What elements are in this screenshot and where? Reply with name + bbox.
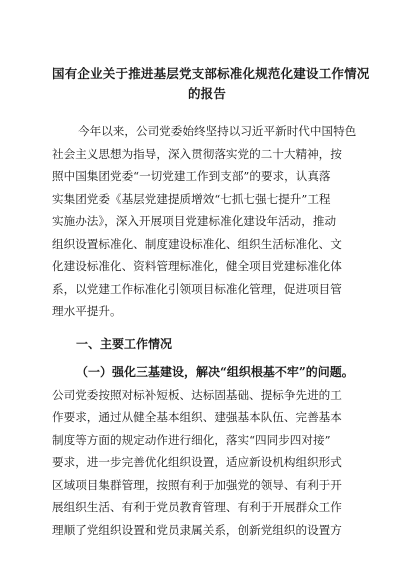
subsection-line-2: 作要求，通过从健全基本组织、建强基本队伍、完善基本: [52, 410, 342, 424]
intro-line-9: 理水平提升。: [52, 304, 122, 318]
subsection-line-5: 区域项目集群管理，按照有利于加强党的领导、有利于开: [52, 477, 342, 492]
intro-line-1: 今年以来，公司党委始终坚持以习近平新时代中国特色: [78, 124, 357, 138]
intro-line-7: 化建设标准化、资料管理标准化，健全项目党建标准化体: [52, 259, 342, 273]
subsection-line-7: 理顺了党组织设置和党员隶属关系，创新党组织的设置方: [52, 522, 342, 537]
intro-line-4: 实集团党委《基层党建提质增效“七抓七强七提升”工程: [52, 191, 331, 206]
section-heading: 一、主要工作情况: [76, 336, 173, 351]
intro-line-3: 照中国集团党委“一切党建工作到支部”的要求，认真落: [52, 169, 331, 183]
subsection-heading: （一）强化三基建设，解决“组织根基不牢”的问题。: [76, 365, 354, 379]
subsection-line-6: 展组织生活、有利于党员教育管理、有利于开展群众工作: [52, 500, 342, 514]
title-line-2: 的报告: [187, 86, 227, 101]
intro-line-5: 实施办法》，深入开展项目党建标准化建设年活动，推动: [52, 214, 337, 228]
intro-line-6: 组织设置标准化、制度建设标准化、组织生活标准化、文: [52, 236, 342, 251]
report-title: [52, 64, 370, 104]
subsection-paragraph: [52, 384, 362, 542]
intro-line-2: 社会主义思想为指导，深入贯彻落实党的二十大精神，按: [52, 146, 342, 161]
intro-paragraph: [52, 120, 362, 323]
subsection-line-3: 制度等方面的规定动作进行细化，落实“四同步四对接”: [52, 432, 331, 447]
title-line-1: 国有企业关于推进基层党支部标准化规范化建设工作情况: [52, 66, 370, 81]
intro-line-8: 系，以党建工作标准化引领项目标准化管理，促进项目管: [52, 281, 342, 296]
subsection-line-1: 公司党委按照对标补短板、达标固基础、提标争先进的工: [52, 387, 342, 402]
subsection-line-4: 要求，进一步完善优化组织设置，适应新设机构组织形式: [52, 455, 342, 469]
